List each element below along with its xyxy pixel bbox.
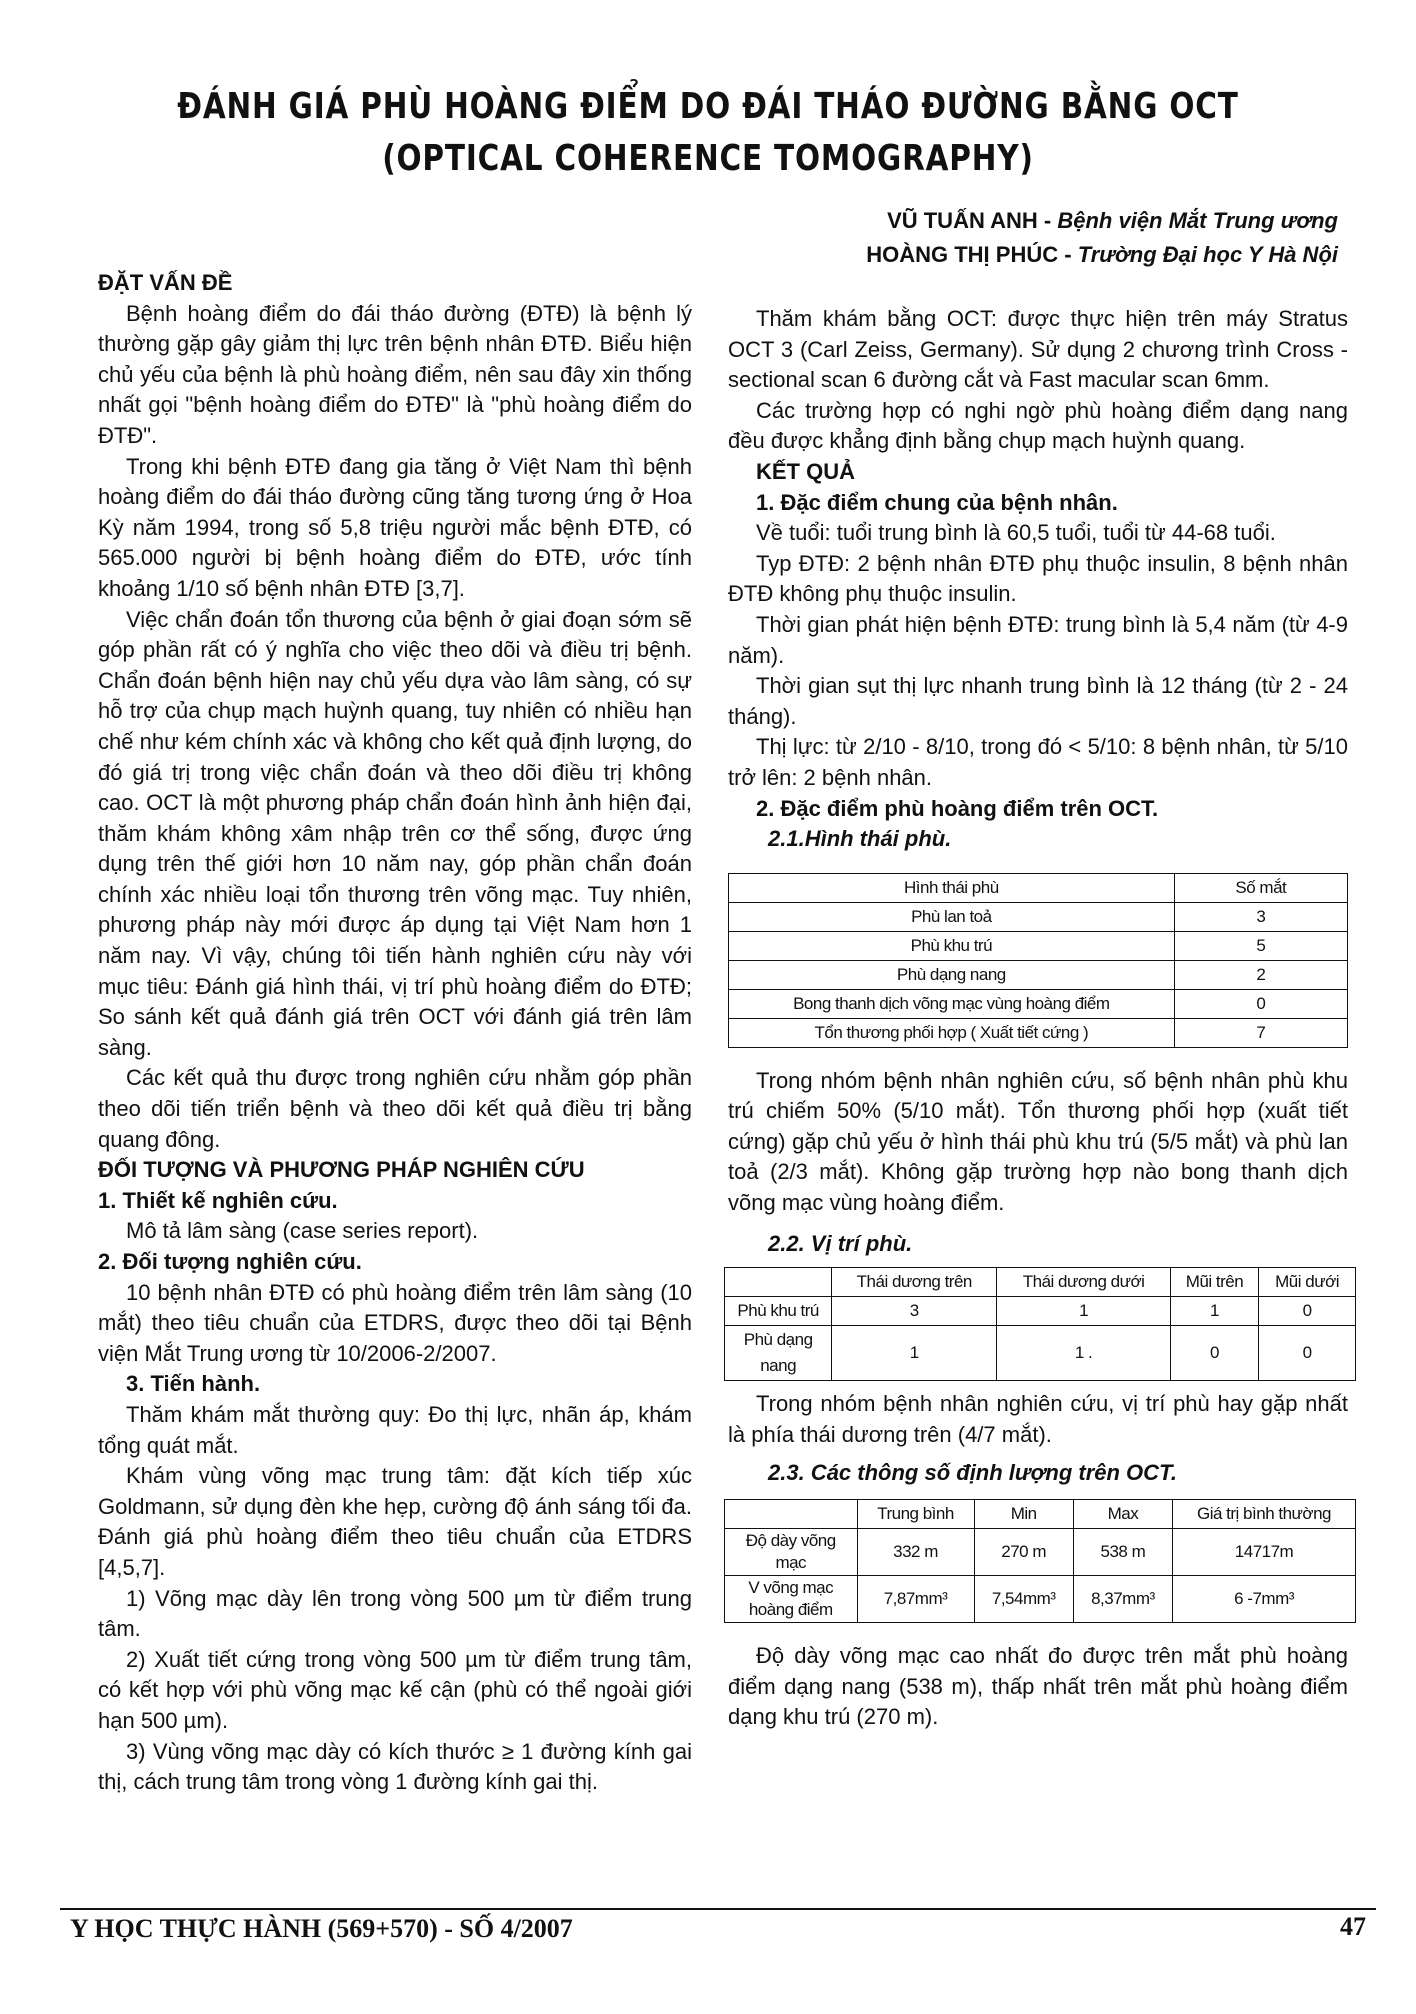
table2-commentary: Trong nhóm bệnh nhân nghiên cứu, vị trí phù hay gặp nhất là phía thái dương trên (4/7 mắt). xyxy=(728,1391,1348,1447)
procedure-text-1: Thăm khám mắt thường quy: Đo thị lực, nhãn áp, khám tổng quát mắt. xyxy=(98,1401,692,1458)
table-row xyxy=(729,1018,1348,1047)
table-header-cell: Trung bình xyxy=(857,1500,974,1529)
table-edema-location xyxy=(724,1267,1356,1381)
author-1 xyxy=(778,204,1338,238)
table-cell: 0 xyxy=(1170,1326,1258,1381)
table-cell: Phù dạng nang xyxy=(729,960,1175,989)
table-cell: 8,37mm³ xyxy=(1073,1576,1172,1623)
table-header-cell: Thái dương dưới xyxy=(997,1268,1171,1297)
oct-paragraph-1: Thăm khám bằng OCT: được thực hiện trên máy Stratus OCT 3 (Carl Zeiss, Germany). Sử dụng 2 chương trình Cross - sectional scan 6 đường cắt và Fast macular scan 6mm. xyxy=(728,306,1348,393)
intro-paragraph-1: Bệnh hoàng điểm do đái tháo đường (ĐTĐ) là bệnh lý thường gặp gây giảm thị lực trên bệnh nhân ĐTĐ. Biểu hiện chủ yếu của bệnh là phù hoàng điểm, nên sau đây xin thống nhất gọi "bệnh hoàng điểm do ĐTĐ" là "phù hoàng điểm do ĐTĐ". xyxy=(98,300,692,448)
table-row xyxy=(729,902,1348,931)
table-cell: 6 -7mm³ xyxy=(1173,1576,1356,1623)
intro-paragraph-3: Việc chẩn đoán tổn thương của bệnh ở giai đoạn sớm sẽ góp phần rất có ý nghĩa cho việc theo dõi và điều trị bệnh. Chẩn đoán bệnh hiện nay chủ yếu dựa vào lâm sàng, có sự hỗ trợ của chụp mạch huỳnh quang, tuy nhiên có nhiều hạn chế như kém chính xác và không cho kết quả định lượng, do đó giá trị trong việc chẩn đoán và theo dõi điều trị không cao. OCT là một phương pháp chẩn đoán hình ảnh hiện đại, thăm khám không xâm nhập trên cơ thể sống, được ứng dụng trên thế giới hơn 10 năm nay, góp phần chẩn đoán chính xác nhiều loại tổn thương trên võng mạc. Tuy nhiên, phương pháp này mới được áp dụng tại Việt Nam hơn 1 năm nay. Vì vậy, chúng tôi tiến hành nghiên cứu này với mục tiêu: Đánh giá hình thái, vị trí phù hoàng điểm do ĐTĐ; So sánh kết quả đánh giá trên OCT với đánh giá trên lâm sàng. xyxy=(98,606,692,1060)
table-row xyxy=(725,1576,1356,1623)
result-type: Typ ĐTĐ: 2 bệnh nhân ĐTĐ phụ thuộc insulin, 8 bệnh nhân ĐTĐ không phụ thuộc insulin. xyxy=(728,550,1348,607)
table-cell: 3 xyxy=(1174,902,1347,931)
table-cell: 332 m xyxy=(857,1529,974,1576)
subjects-text: 10 bệnh nhân ĐTĐ có phù hoàng điểm trên lâm sàng (10 mắt) theo tiêu chuẩn của ETDRS, được theo dõi tại Bệnh viện Mắt Trung ương từ 10/2006-2/2007. xyxy=(98,1279,692,1366)
table-cell: 1 xyxy=(1170,1297,1258,1326)
table-row xyxy=(729,931,1348,960)
result-visual-acuity: Thị lực: từ 2/10 - 8/10, trong đó < 5/10: 8 bệnh nhân, từ 5/10 trở lên: 2 bệnh nhân. xyxy=(728,734,1348,790)
table-cell: 1 xyxy=(997,1297,1171,1326)
right-column xyxy=(728,304,1348,1733)
table-row xyxy=(725,1297,1356,1326)
table-header-cell xyxy=(725,1500,858,1529)
section-heading-introduction: ĐẶT VẤN ĐỀ xyxy=(98,270,233,295)
table-cell: V võng mạc hoàng điểm xyxy=(725,1576,858,1623)
criterion-2: 2) Xuất tiết cứng trong vòng 500 µm từ điểm trung tâm, có kết hợp với phù võng mạc kế cận (phù có thể ngoài giới hạn 500 µm). xyxy=(98,1646,692,1733)
table-cell: 538 m xyxy=(1073,1529,1172,1576)
left-column xyxy=(98,268,692,1798)
section-heading-methods: ĐỐI TƯỢNG VÀ PHƯƠNG PHÁP NGHIÊN CỨU xyxy=(98,1157,585,1183)
article-title-line-2: (OPTICAL COHERENCE TOMOGRAPHY) xyxy=(382,138,1034,179)
table-cell: 7,87mm³ xyxy=(857,1576,974,1623)
table-cell: Bong thanh dịch võng mạc vùng hoàng điểm xyxy=(729,989,1175,1018)
table-quantitative-parameters xyxy=(724,1499,1356,1623)
table-cell: 3 xyxy=(832,1297,997,1326)
oct-paragraph-2: Các trường hợp có nghi ngờ phù hoàng điểm dạng nang đều được khẳng định bằng chụp mạch huỳnh quang. xyxy=(728,397,1348,454)
table-cell: Phù dạng nang xyxy=(725,1326,832,1381)
subheading-study-design: 1. Thiết kế nghiên cứu. xyxy=(98,1187,338,1213)
author-2-name: HOÀNG THỊ PHÚC - xyxy=(866,242,1078,267)
table-cell: 2 xyxy=(1174,960,1347,989)
result-age: Về tuổi: tuổi trung bình là 60,5 tuổi, tuổi từ 44-68 tuổi. xyxy=(756,520,1276,546)
table-header-cell: Max xyxy=(1073,1500,1172,1529)
intro-paragraph-2: Trong khi bệnh ĐTĐ đang gia tăng ở Việt Nam thì bệnh hoàng điểm do đái tháo đường cũng tăng tương ứng ở Hoa Kỳ năm 1994, trong số 5,8 triệu người mắc bệnh ĐTĐ, có 565.000 người bị bệnh hoàng điểm do ĐTĐ, ước tính khoảng 1/10 số bệnh nhân ĐTĐ [3,7]. xyxy=(98,453,692,601)
article-title-line-1: ĐÁNH GIÁ PHÙ HOÀNG ĐIỂM DO ĐÁI THÁO ĐƯỜNG BẰNG OCT xyxy=(177,86,1239,127)
table-header-row xyxy=(729,873,1348,902)
subheading-edema-location: 2.2. Vị trí phù. xyxy=(768,1230,913,1256)
table-cell: 0 xyxy=(1259,1297,1356,1326)
subheading-subjects: 2. Đối tượng nghiên cứu. xyxy=(98,1249,362,1274)
table-header-row xyxy=(725,1500,1356,1529)
criterion-3: 3) Vùng võng mạc dày có kích thước ≥ 1 đường kính gai thị, cách trung tâm trong vòng 1 đường kính gai thị. xyxy=(98,1738,692,1795)
result-vision-loss-time: Thời gian sụt thị lực nhanh trung bình là 12 tháng (từ 2 - 24 tháng). xyxy=(728,673,1348,729)
author-1-name: VŨ TUẤN ANH - xyxy=(887,208,1058,233)
table-row xyxy=(725,1529,1356,1576)
author-2 xyxy=(778,238,1338,272)
author-block xyxy=(778,204,1338,272)
table-header-cell: Giá trị bình thường xyxy=(1173,1500,1356,1529)
subheading-patient-characteristics: 1. Đặc điểm chung của bệnh nhân. xyxy=(756,489,1118,515)
table-cell: 5 xyxy=(1174,931,1347,960)
table-cell: 7,54mm³ xyxy=(974,1576,1073,1623)
table-cell: Tổn thương phối hợp ( Xuất tiết cứng ) xyxy=(729,1018,1175,1047)
author-1-affiliation: Bệnh viện Mắt Trung ương xyxy=(1057,208,1338,233)
subheading-quantitative-parameters: 2.3. Các thông số định lượng trên OCT. xyxy=(768,1460,1177,1486)
intro-paragraph-4: Các kết quả thu được trong nghiên cứu nhằm góp phần theo dõi tiến triển bệnh và theo dõi kết quả điều trị bằng quang đông. xyxy=(98,1065,692,1152)
study-design-text: Mô tả lâm sàng (case series report). xyxy=(126,1218,479,1244)
table-edema-morphology xyxy=(728,873,1348,1048)
table-cell: Phù khu trú xyxy=(725,1297,832,1326)
subheading-procedure: 3. Tiến hành. xyxy=(126,1371,261,1397)
table-cell: Phù khu trú xyxy=(729,931,1175,960)
table-header-cell: Hình thái phù xyxy=(729,873,1175,902)
table-row xyxy=(729,960,1348,989)
table-row xyxy=(725,1326,1356,1381)
criterion-1: 1) Võng mạc dày lên trong vòng 500 µm từ điểm trung tâm. xyxy=(98,1585,692,1642)
result-detection-time: Thời gian phát hiện bệnh ĐTĐ: trung bình là 5,4 năm (từ 4-9 năm). xyxy=(728,611,1348,668)
table-cell: 7 xyxy=(1174,1018,1347,1047)
table1-commentary: Trong nhóm bệnh nhân nghiên cứu, số bệnh nhân phù khu trú chiếm 50% (5/10 mắt). Tổn thương phối hợp (xuất tiết cứng) gặp chủ yếu ở hình thái phù khu trú (5/5 mắt) và phù lan toả (2/3 mắt). Không gặp trường hợp nào bong thanh dịch võng mạc vùng hoàng điểm. xyxy=(728,1067,1348,1216)
table-cell: Phù lan toả xyxy=(729,902,1175,931)
table-cell: 1 xyxy=(832,1326,997,1381)
subheading-edema-morphology: 2.1.Hình thái phù. xyxy=(768,826,952,852)
table-header-cell: Số mắt xyxy=(1174,873,1347,902)
table-cell: 14717m xyxy=(1173,1529,1356,1576)
journal-footer: Y HỌC THỰC HÀNH (569+570) - SỐ 4/2007 xyxy=(70,1914,573,1943)
table-header-cell: Mũi trên xyxy=(1170,1268,1258,1297)
footer-divider xyxy=(60,1908,1376,1910)
table-cell: Độ dày võng mạc xyxy=(725,1529,858,1576)
table-cell: 0 xyxy=(1259,1326,1356,1381)
table-header-cell xyxy=(725,1268,832,1297)
table3-commentary: Độ dày võng mạc cao nhất đo được trên mắt phù hoàng điểm dạng nang (538 m), thấp nhất trên mắt phù hoàng điểm dạng khu trú (270 m). xyxy=(728,1643,1348,1730)
section-heading-results: KẾT QUẢ xyxy=(756,458,855,484)
table-row xyxy=(729,989,1348,1018)
table-header-cell: Mũi dưới xyxy=(1259,1268,1356,1297)
author-2-affiliation: Trường Đại học Y Hà Nội xyxy=(1077,242,1338,267)
table-header-cell: Min xyxy=(974,1500,1073,1529)
table-cell: 1 . xyxy=(997,1326,1171,1381)
procedure-text-2: Khám vùng võng mạc trung tâm: đặt kích tiếp xúc Goldmann, sử dụng đèn khe hẹp, cường độ ánh sáng tối đa. Đánh giá phù hoàng điểm theo tiêu chuẩn của ETDRS [4,5,7]. xyxy=(98,1463,692,1580)
page-number: 47 xyxy=(1340,1912,1366,1941)
table-header-cell: Thái dương trên xyxy=(832,1268,997,1297)
subheading-oct-features: 2. Đặc điểm phù hoàng điểm trên OCT. xyxy=(756,795,1159,821)
table-cell: 0 xyxy=(1174,989,1347,1018)
table-cell: 270 m xyxy=(974,1529,1073,1576)
table-header-row xyxy=(725,1268,1356,1297)
